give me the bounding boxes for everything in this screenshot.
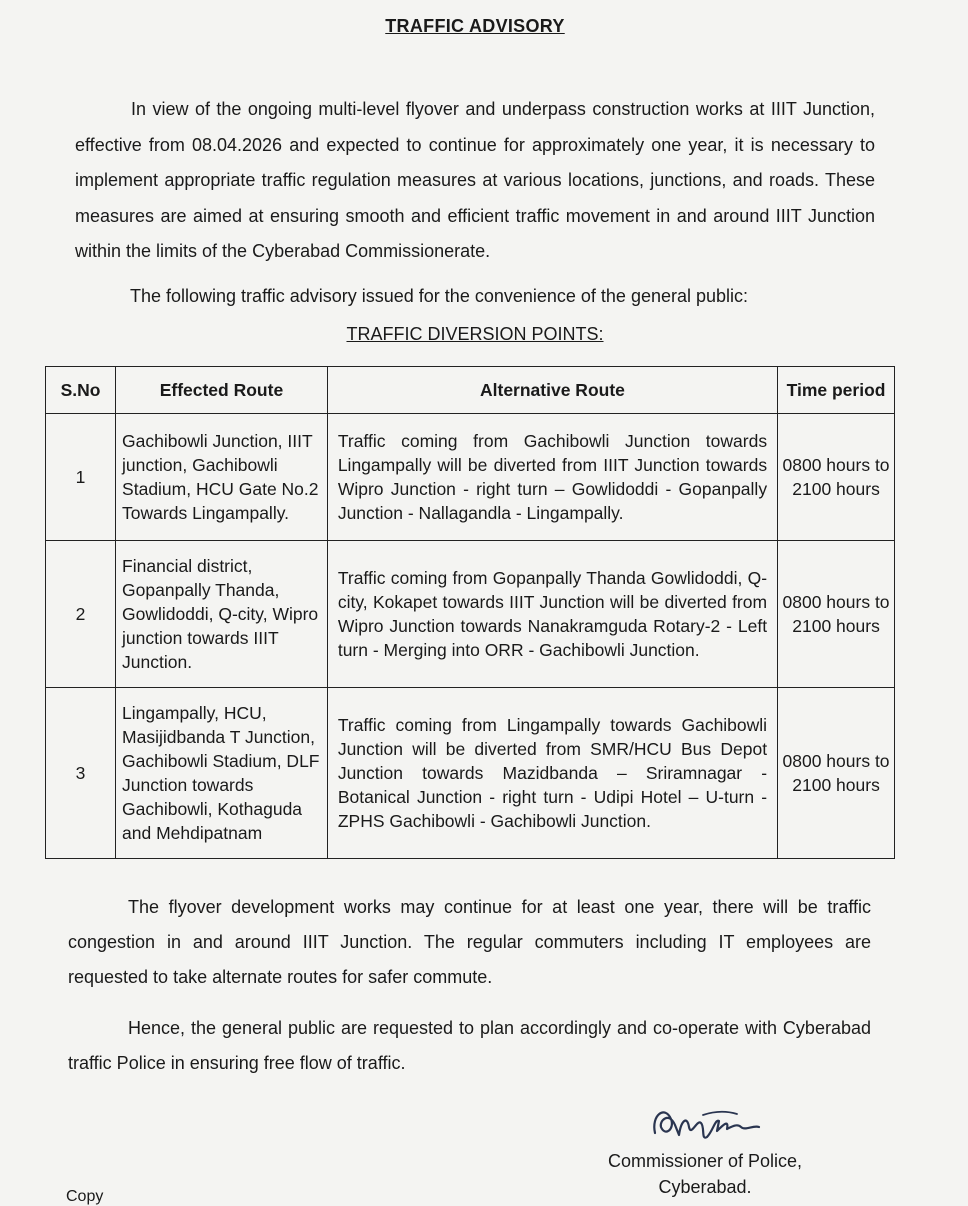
intro-line: The following traffic advisory issued for the convenience of the general public: bbox=[130, 286, 749, 306]
page-title: TRAFFIC ADVISORY bbox=[385, 16, 565, 36]
table-header-row bbox=[46, 367, 895, 414]
row-sno: 1 bbox=[46, 414, 116, 541]
row-effected-route: Financial district, Gopanpally Thanda, Gowlidoddi, Q-city, Wipro junction towards IIIT Junction. bbox=[116, 541, 328, 688]
row-alternative-route: Traffic coming from Gachibowli Junction towards Lingampally will be diverted from IIIT Junction towards Wipro Junction - right turn – Gowlidoddi - Gopanpally Junction - Nallagandla - Lingampally. bbox=[327, 414, 777, 541]
opening-paragraph: In view of the ongoing multi-level flyover and underpass construction works at IIIT Junction, effective from 08.04.2026 and expected to continue for approximately one year, it is necessary to implement appropriate traffic regulation measures at various locations, junctions, and roads. These measures are aimed at ensuring smooth and efficient traffic movement in and around IIIT Junction within the limits of the Cyberabad Commissionerate. bbox=[75, 99, 875, 261]
section-heading: TRAFFIC DIVERSION POINTS: bbox=[346, 324, 604, 344]
row-time-period: 0800 hours to 2100 hours bbox=[778, 688, 895, 859]
row-alternative-route: Traffic coming from Lingampally towards Gachibowli Junction will be diverted from SMR/HCU Bus Depot Junction towards Mazidbanda – Sriramnagar - Botanical Junction - right turn - Udipi Hotel – U-turn - ZPHS Gachibowli - Gachibowli Junction. bbox=[327, 688, 777, 859]
signatory-place: Cyberabad. bbox=[658, 1177, 752, 1197]
row-time-period: 0800 hours to 2100 hours bbox=[778, 541, 895, 688]
row-sno: 3 bbox=[46, 688, 116, 859]
header-time-period: Time period bbox=[778, 367, 895, 414]
row-time-period: 0800 hours to 2100 hours bbox=[778, 414, 895, 541]
handwritten-signature-icon bbox=[645, 1097, 775, 1149]
row-effected-route: Gachibowli Junction, IIIT junction, Gachibowli Stadium, HCU Gate No.2 Towards Lingampally. bbox=[116, 414, 328, 541]
copy-label: Copy bbox=[66, 1188, 104, 1205]
row-alternative-route: Traffic coming from Gopanpally Thanda Gowlidoddi, Q-city, Kokapet towards IIIT Junction will be diverted from Wipro Junction towards Nanakramguda Rotary-2 - Left turn - Merging into ORR - Gachibowli Junction. bbox=[327, 541, 777, 688]
header-sno: S.No bbox=[46, 367, 116, 414]
closing-paragraph-2: Hence, the general public are requested to plan accordingly and co-operate with Cyberabad traffic Police in ensuring free flow of traffic. bbox=[68, 1018, 871, 1073]
table-row bbox=[46, 688, 895, 859]
header-effected-route: Effected Route bbox=[116, 367, 328, 414]
table-row bbox=[46, 414, 895, 541]
closing-paragraph-1: The flyover development works may continue for at least one year, there will be traffic congestion in and around IIIT Junction. The regular commuters including IT employees are requested to take alternate routes for safer commute. bbox=[68, 897, 871, 987]
signatory-designation: Commissioner of Police, bbox=[607, 1151, 803, 1171]
diversion-table bbox=[45, 366, 895, 859]
signature-block bbox=[540, 1148, 870, 1200]
header-alternative-route: Alternative Route bbox=[327, 367, 777, 414]
table-row bbox=[46, 541, 895, 688]
row-sno: 2 bbox=[46, 541, 116, 688]
row-effected-route: Lingampally, HCU, Masijidbanda T Junction, Gachibowli Stadium, DLF Junction towards Gachibowli, Kothaguda and Mehdipatnam bbox=[116, 688, 328, 859]
